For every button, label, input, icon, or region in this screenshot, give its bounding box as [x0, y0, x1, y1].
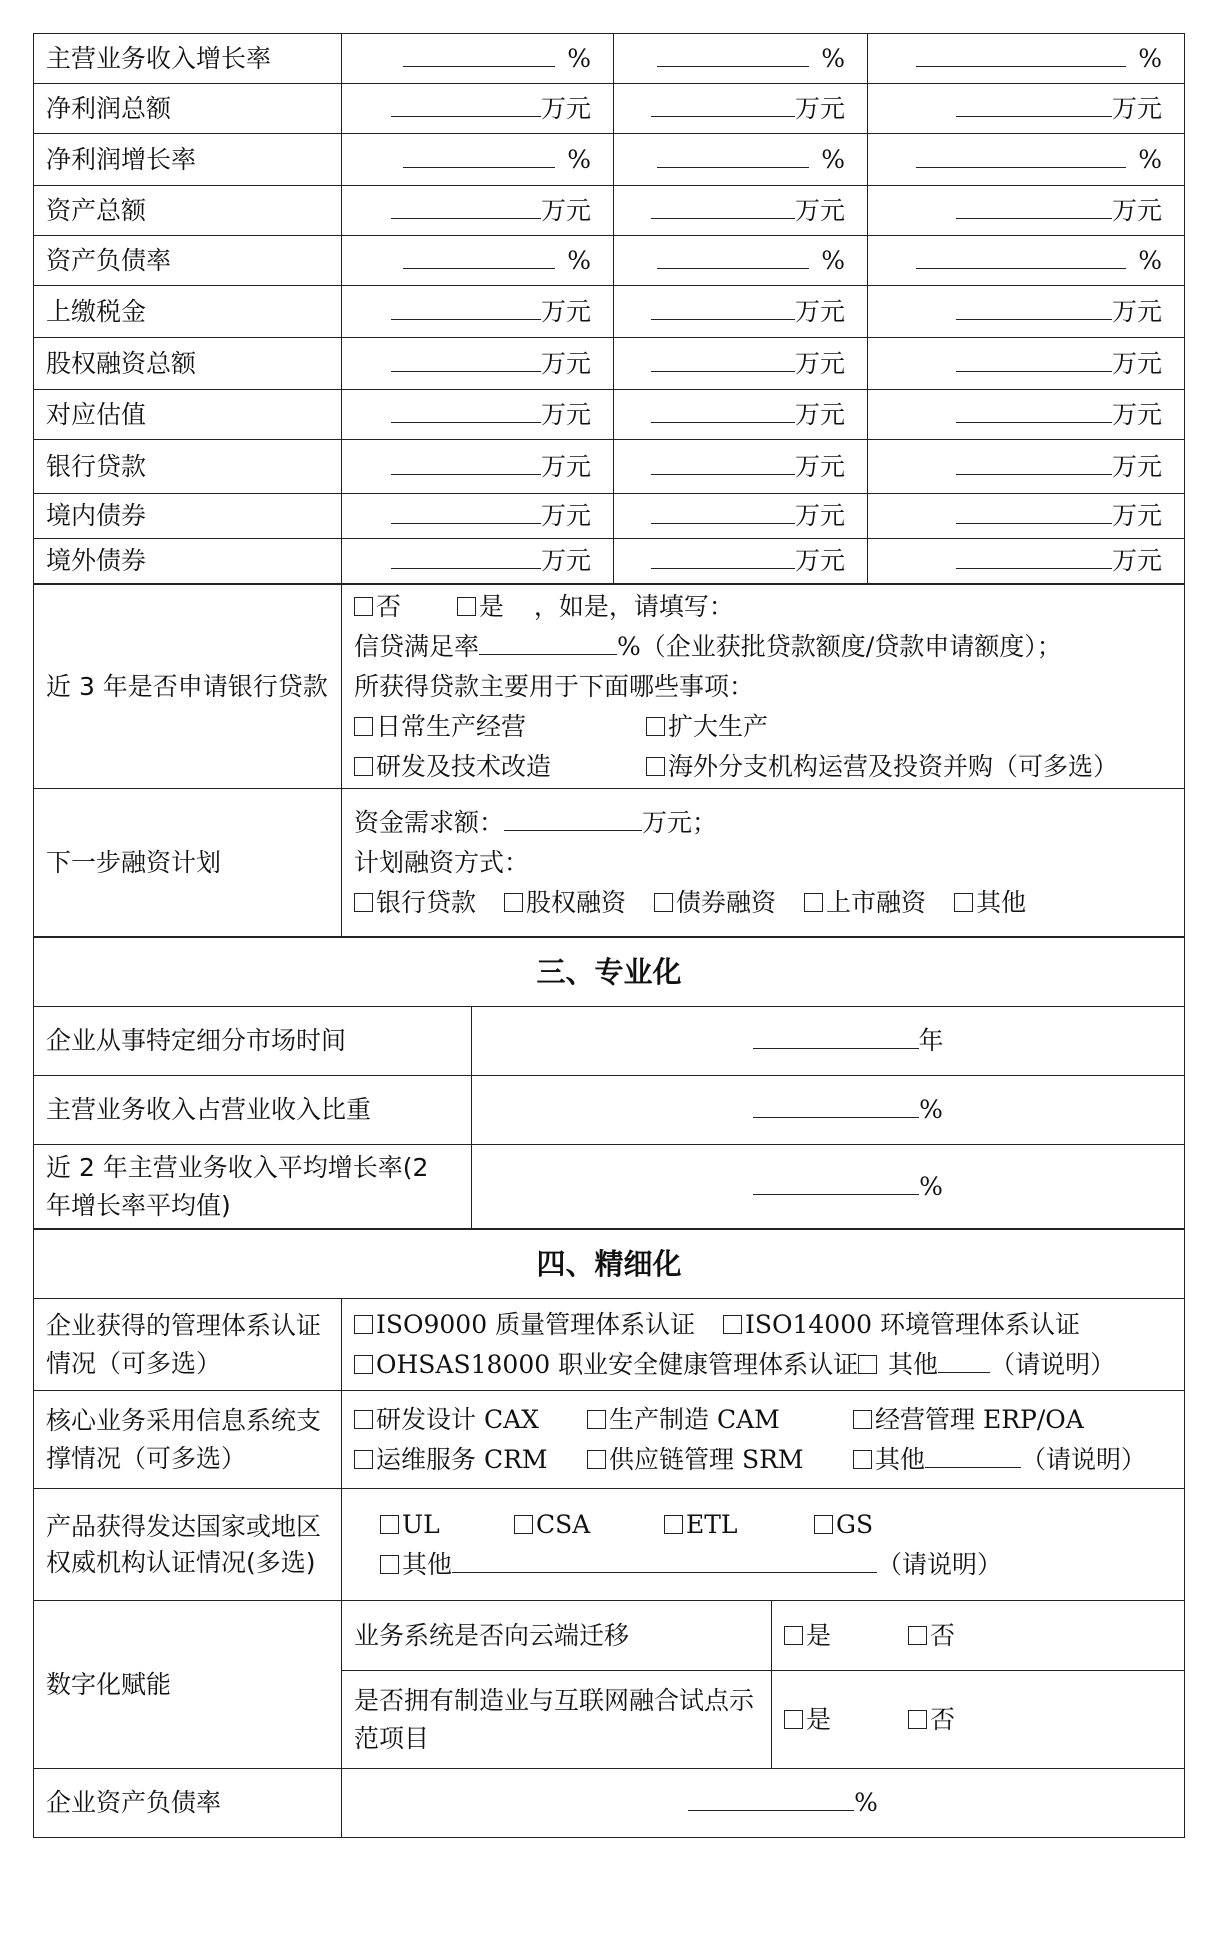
section4-title: 四、精细化 [34, 1230, 1185, 1299]
plan-option [804, 883, 926, 923]
fin-value-field[interactable] [391, 293, 541, 320]
mgmt-iso9000-checkbox[interactable] [354, 1315, 373, 1334]
fin-value-field[interactable] [651, 293, 795, 320]
fin-value-year-1 [342, 134, 614, 186]
fin-value-year-2 [614, 286, 868, 338]
s3-value-field[interactable] [753, 1091, 919, 1118]
fin-unit: % [567, 245, 591, 275]
info-row [34, 1391, 1185, 1489]
fin-value-year-1 [342, 236, 614, 286]
fin-value-field[interactable] [956, 192, 1112, 219]
fin-value-field[interactable] [956, 90, 1112, 117]
fin-value-field[interactable] [391, 542, 541, 569]
info-label: 核心业务采用信息系统支撑情况（可多选） [34, 1391, 342, 1489]
plan-option [504, 883, 626, 923]
loan-label: 近 3 年是否申请银行贷款 [34, 585, 342, 789]
fin-unit: 万元 [1111, 546, 1162, 575]
fin-unit: 万元 [794, 546, 845, 575]
digital-q2-yes-checkbox[interactable] [784, 1710, 803, 1729]
fin-value-field[interactable] [657, 242, 809, 269]
mgmt-other-label: 其他 [888, 1349, 939, 1379]
fin-value-field[interactable] [391, 497, 541, 524]
loan-yes-checkbox[interactable] [457, 597, 476, 616]
fin-value-field[interactable] [956, 345, 1112, 372]
fin-unit: 万元 [1111, 451, 1162, 481]
loan-rate-label: 信贷满足率 [354, 631, 480, 661]
cert-other-label: 其他 [402, 1549, 453, 1579]
fin-value-year-3 [868, 390, 1185, 440]
mgmt-note: （请说明） [990, 1349, 1116, 1379]
digital-q1-answer [772, 1601, 1185, 1671]
cert-label: 产品获得发达国家或地区权威机构认证情况(多选) [34, 1489, 342, 1601]
fin-value-year-1 [342, 186, 614, 236]
plan-option-checkbox[interactable] [654, 893, 673, 912]
fin-value-year-2 [614, 236, 868, 286]
plan-option-label: 其他 [976, 887, 1027, 917]
loan-opt4-label: 海外分支机构运营及投资并购（可多选） [668, 751, 1119, 781]
fin-value-field[interactable] [657, 40, 809, 67]
info-other-label: 其他 [875, 1444, 926, 1474]
info-other-checkbox[interactable] [853, 1450, 872, 1469]
debt-field[interactable] [688, 1784, 854, 1811]
loan-content [342, 585, 1185, 789]
fin-value-field[interactable] [956, 396, 1112, 423]
fin-row [34, 494, 1185, 539]
fin-unit: % [1138, 245, 1162, 275]
fin-value-year-1 [342, 539, 614, 584]
fin-value-year-3 [868, 440, 1185, 494]
s3-unit: % [919, 1095, 943, 1124]
fin-value-year-2 [614, 134, 868, 186]
loan-no-label: 否 [376, 591, 402, 621]
digital-q2-answer [772, 1671, 1185, 1769]
plan-label: 下一步融资计划 [34, 789, 342, 937]
fin-value-field[interactable] [651, 448, 795, 475]
digital-row-1 [34, 1601, 1185, 1671]
s3-row [34, 1007, 1185, 1076]
s3-row [34, 1076, 1185, 1145]
fin-unit: % [821, 245, 845, 275]
fin-value-year-3 [868, 539, 1185, 584]
fin-value-field[interactable] [651, 345, 795, 372]
fin-value-year-2 [614, 494, 868, 539]
plan-amount-suffix: 万元； [642, 807, 718, 837]
fin-label: 净利润增长率 [34, 134, 342, 186]
plan-option [654, 883, 776, 923]
loan-opt4-checkbox[interactable] [646, 757, 665, 776]
cert-note: （请说明） [877, 1549, 1003, 1579]
cert-row [34, 1489, 1185, 1601]
cert-csa-checkbox[interactable] [514, 1515, 533, 1534]
plan-row [34, 789, 1185, 937]
fin-unit: 万元 [794, 399, 845, 429]
loan-opt1-checkbox[interactable] [354, 717, 373, 736]
fin-value-year-2 [614, 34, 868, 84]
digital-q1-no-checkbox[interactable] [908, 1626, 927, 1645]
info-cax-checkbox[interactable] [354, 1410, 373, 1429]
s3-label: 近 2 年主营业务收入平均增长率(2 年增长率平均值) [34, 1145, 472, 1229]
fin-row [34, 34, 1185, 84]
fin-row [34, 338, 1185, 390]
debt-row [34, 1769, 1185, 1838]
digital-q1: 业务系统是否向云端迁移 [342, 1601, 772, 1671]
fin-value-year-2 [614, 390, 868, 440]
fin-label: 资产负债率 [34, 236, 342, 286]
fin-unit: 万元 [540, 451, 591, 481]
plan-option [954, 883, 1026, 923]
s3-value [472, 1145, 1185, 1229]
fin-value-field[interactable] [391, 396, 541, 423]
loan-opt1-label: 日常生产经营 [376, 711, 527, 741]
s3-unit: 年 [918, 1026, 944, 1055]
fin-value-year-2 [614, 186, 868, 236]
mgmt-iso14000-label: ISO14000 环境管理体系认证 [744, 1309, 1080, 1339]
fin-value-field[interactable] [651, 192, 795, 219]
fin-row [34, 539, 1185, 584]
fin-value-year-3 [868, 286, 1185, 338]
fin-unit: 万元 [540, 296, 591, 326]
fin-value-field[interactable] [651, 542, 795, 569]
cert-etl-label: ETL [686, 1509, 738, 1539]
fin-row [34, 440, 1185, 494]
fin-value-year-2 [614, 440, 868, 494]
fin-unit: 万元 [794, 296, 845, 326]
info-note: （请说明） [1021, 1444, 1147, 1474]
loan-plan-table [33, 584, 1185, 937]
cert-other-checkbox[interactable] [380, 1555, 399, 1574]
fin-value-field[interactable] [651, 90, 795, 117]
fin-label: 银行贷款 [34, 440, 342, 494]
loan-if-yes-text: ，如是，请填写： [533, 591, 734, 621]
fin-value-year-1 [342, 494, 614, 539]
loan-purpose-label: 所获得贷款主要用于下面哪些事项： [354, 671, 755, 701]
fin-label: 净利润总额 [34, 84, 342, 134]
fin-value-field[interactable] [657, 141, 809, 168]
info-crm-checkbox[interactable] [354, 1450, 373, 1469]
fin-value-year-2 [614, 539, 868, 584]
fin-value-year-1 [342, 338, 614, 390]
fin-value-field[interactable] [956, 542, 1112, 569]
s3-label: 企业从事特定细分市场时间 [34, 1007, 472, 1076]
fin-label: 境外债券 [34, 539, 342, 584]
fin-unit: 万元 [794, 348, 845, 378]
info-cax-label: 研发设计 CAX [376, 1404, 539, 1434]
financial-table [33, 33, 1185, 584]
digital-q2-no-label: 否 [930, 1704, 956, 1734]
mgmt-ohsas-label: OHSAS18000 职业安全健康管理体系认证 [376, 1349, 859, 1379]
s3-row [34, 1145, 1185, 1229]
plan-amount-field[interactable] [504, 804, 642, 831]
plan-option-checkbox[interactable] [354, 893, 373, 912]
fin-value-year-1 [342, 84, 614, 134]
fin-value-year-2 [614, 338, 868, 390]
fin-value-field[interactable] [651, 497, 795, 524]
loan-no-checkbox[interactable] [354, 597, 373, 616]
fin-value-year-3 [868, 338, 1185, 390]
info-content [342, 1391, 1185, 1489]
info-erp-label: 经营管理 ERP/OA [875, 1404, 1084, 1434]
fin-value-year-1 [342, 390, 614, 440]
form-grid [33, 33, 1184, 1838]
fin-value-year-3 [868, 494, 1185, 539]
fin-label: 股权融资总额 [34, 338, 342, 390]
fin-label: 资产总额 [34, 186, 342, 236]
debt-value [342, 1769, 1185, 1838]
plan-option-label: 上市融资 [826, 887, 927, 917]
fin-value-field[interactable] [916, 141, 1126, 168]
fin-unit: % [821, 43, 845, 73]
info-erp-checkbox[interactable] [853, 1410, 872, 1429]
cert-gs-checkbox[interactable] [814, 1515, 833, 1534]
fin-unit: % [1138, 144, 1162, 174]
fin-unit: 万元 [1111, 296, 1162, 326]
s3-value-field[interactable] [753, 1022, 919, 1049]
fin-unit: 万元 [540, 195, 591, 225]
info-other-field[interactable] [925, 1441, 1021, 1468]
cert-etl-checkbox[interactable] [664, 1515, 683, 1534]
fin-unit: 万元 [794, 195, 845, 225]
fin-unit: 万元 [1111, 399, 1162, 429]
fin-unit: 万元 [794, 501, 845, 530]
fin-value-field[interactable] [391, 448, 541, 475]
info-srm-checkbox[interactable] [587, 1450, 606, 1469]
fin-value-field[interactable] [916, 242, 1126, 269]
fin-row [34, 390, 1185, 440]
section3-title: 三、专业化 [34, 938, 1185, 1007]
fin-value-year-1 [342, 440, 614, 494]
fin-label: 境内债券 [34, 494, 342, 539]
fin-row [34, 134, 1185, 186]
cert-gs-label: GS [836, 1509, 874, 1539]
fin-value-year-1 [342, 286, 614, 338]
loan-opt2-checkbox[interactable] [646, 717, 665, 736]
digital-q2-no-checkbox[interactable] [908, 1710, 927, 1729]
fin-value-year-2 [614, 84, 868, 134]
debt-unit: % [854, 1788, 878, 1817]
fin-value-year-3 [868, 236, 1185, 286]
cert-ul-checkbox[interactable] [380, 1515, 399, 1534]
fin-label: 主营业务收入增长率 [34, 34, 342, 84]
fin-row [34, 186, 1185, 236]
digital-label: 数字化赋能 [34, 1601, 342, 1769]
digital-q2-yes-label: 是 [806, 1704, 832, 1734]
info-crm-label: 运维服务 CRM [376, 1444, 548, 1474]
fin-value-field[interactable] [956, 293, 1112, 320]
fin-unit: 万元 [540, 546, 591, 575]
mgmt-row [34, 1299, 1185, 1391]
fin-label: 上缴税金 [34, 286, 342, 338]
fin-value-field[interactable] [403, 242, 555, 269]
fin-value-field[interactable] [391, 90, 541, 117]
fin-value-year-3 [868, 84, 1185, 134]
plan-option-checkbox[interactable] [504, 893, 523, 912]
loan-yes-label: 是 [478, 591, 504, 621]
plan-option-label: 银行贷款 [376, 887, 477, 917]
section3-table [33, 937, 1185, 1229]
fin-unit: 万元 [1111, 501, 1162, 530]
fin-value-year-3 [868, 34, 1185, 84]
digital-q2: 是否拥有制造业与互联网融合试点示范项目 [342, 1671, 772, 1769]
fin-value-field[interactable] [916, 40, 1126, 67]
loan-opt3-checkbox[interactable] [354, 757, 373, 776]
fin-unit: % [567, 144, 591, 174]
loan-row [34, 585, 1185, 789]
plan-option [354, 883, 476, 923]
loan-rate-field[interactable] [479, 628, 617, 655]
plan-method-label: 计划融资方式： [354, 847, 530, 877]
cert-content [342, 1489, 1185, 1601]
fin-label: 对应估值 [34, 390, 342, 440]
fin-row [34, 236, 1185, 286]
plan-option-checkbox[interactable] [954, 893, 973, 912]
loan-rate-suffix: %（企业获批贷款额度/贷款申请额度）； [617, 631, 1062, 661]
cert-other-field[interactable] [452, 1546, 877, 1573]
debt-label: 企业资产负债率 [34, 1769, 342, 1838]
fin-value-field[interactable] [403, 40, 555, 67]
fin-value-field[interactable] [956, 497, 1112, 524]
fin-unit: 万元 [540, 399, 591, 429]
mgmt-other-checkbox[interactable] [858, 1355, 877, 1374]
digital-q1-no-label: 否 [930, 1620, 956, 1650]
fin-row [34, 286, 1185, 338]
fin-unit: % [1138, 43, 1162, 73]
cert-ul-label: UL [402, 1509, 440, 1539]
info-cam-checkbox[interactable] [587, 1410, 606, 1429]
section4-table [33, 1229, 1185, 1838]
mgmt-iso9000-label: ISO9000 质量管理体系认证 [376, 1309, 696, 1339]
fin-unit: 万元 [540, 501, 591, 530]
fin-unit: % [567, 43, 591, 73]
loan-opt2-label: 扩大生产 [668, 711, 769, 741]
digital-q1-yes-label: 是 [806, 1620, 832, 1650]
fin-unit: 万元 [540, 93, 591, 123]
plan-option-label: 债券融资 [676, 887, 777, 917]
fin-value-year-1 [342, 34, 614, 84]
s3-unit: % [919, 1171, 943, 1201]
fin-value-field[interactable] [391, 345, 541, 372]
fin-unit: 万元 [1111, 195, 1162, 225]
s3-label: 主营业务收入占营业收入比重 [34, 1076, 472, 1145]
mgmt-iso14000-checkbox[interactable] [723, 1315, 742, 1334]
s3-value [472, 1007, 1185, 1076]
fin-value-year-3 [868, 186, 1185, 236]
mgmt-label: 企业获得的管理体系认证情况（可多选） [34, 1299, 342, 1391]
fin-value-field[interactable] [651, 396, 795, 423]
s3-value-field[interactable] [753, 1168, 919, 1195]
fin-unit: 万元 [794, 93, 845, 123]
s3-value [472, 1076, 1185, 1145]
fin-value-field[interactable] [391, 192, 541, 219]
fin-value-field[interactable] [956, 448, 1112, 475]
info-cam-label: 生产制造 CAM [609, 1404, 780, 1434]
plan-content [342, 789, 1185, 937]
fin-unit: % [821, 144, 845, 174]
info-srm-label: 供应链管理 SRM [609, 1444, 804, 1474]
loan-opt3-label: 研发及技术改造 [376, 751, 552, 781]
fin-unit: 万元 [540, 348, 591, 378]
fin-unit: 万元 [1111, 93, 1162, 123]
fin-unit: 万元 [794, 451, 845, 481]
mgmt-content [342, 1299, 1185, 1391]
digital-q1-yes-checkbox[interactable] [784, 1626, 803, 1645]
fin-value-field[interactable] [403, 141, 555, 168]
plan-option-checkbox[interactable] [804, 893, 823, 912]
plan-amount-label: 资金需求额： [354, 807, 505, 837]
fin-value-year-3 [868, 134, 1185, 186]
plan-option-label: 股权融资 [526, 887, 627, 917]
mgmt-other-field[interactable] [938, 1346, 990, 1373]
cert-csa-label: CSA [536, 1509, 591, 1539]
plan-method-options [354, 883, 1172, 923]
fin-unit: 万元 [1111, 348, 1162, 378]
fin-row [34, 84, 1185, 134]
mgmt-ohsas-checkbox[interactable] [354, 1355, 373, 1374]
